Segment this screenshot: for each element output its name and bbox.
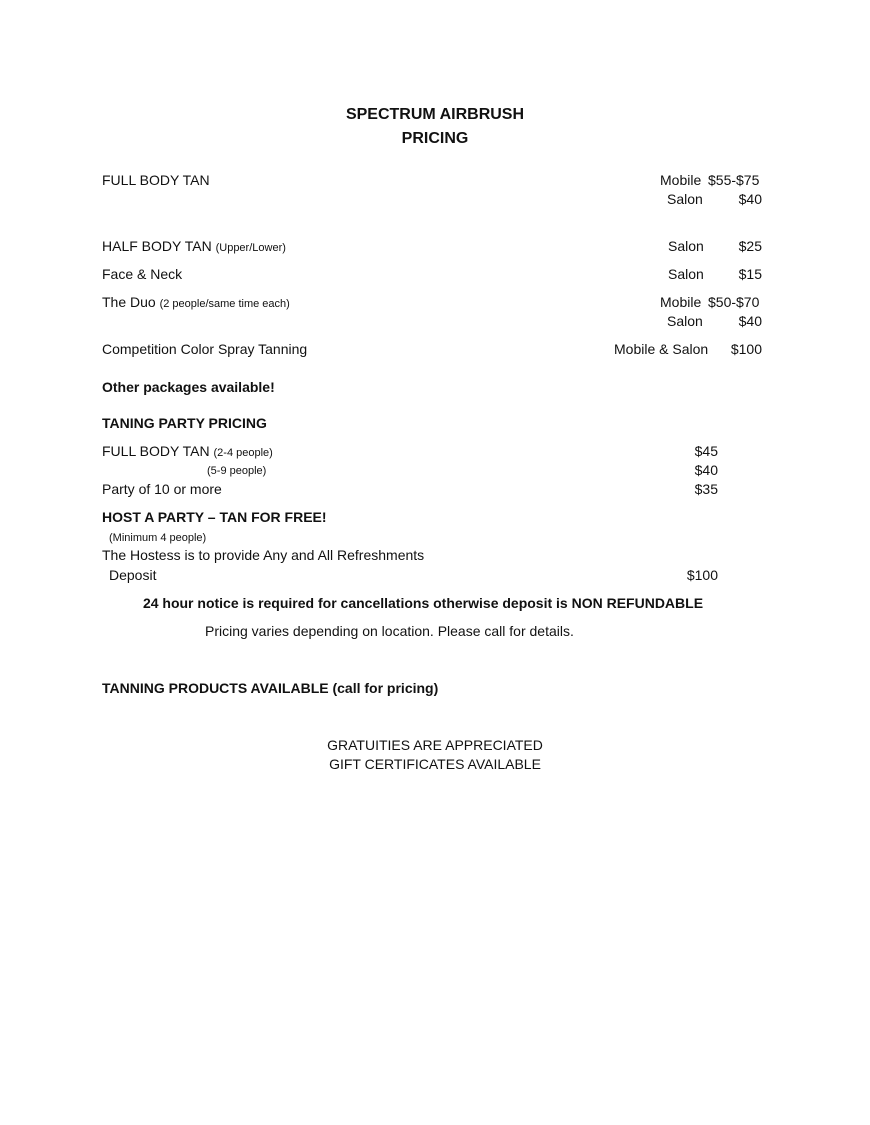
half-body-salon-label: Salon	[668, 238, 704, 254]
products-note: TANNING PRODUCTS AVAILABLE (call for pricing)	[102, 680, 439, 696]
page-subtitle: PRICING	[401, 130, 469, 147]
full-body-tan-name: FULL BODY TAN	[102, 172, 210, 188]
duo-mobile-price: $50-$70	[708, 294, 760, 310]
location-note: Pricing varies depending on location. Please call for details.	[205, 623, 574, 639]
full-body-salon-label: Salon	[667, 191, 703, 207]
party-tier2-price: $40	[694, 462, 718, 478]
competition-label: Mobile & Salon	[614, 341, 709, 357]
other-packages: Other packages available!	[102, 379, 275, 395]
party-tier2-note: (5-9 people)	[207, 465, 267, 477]
half-body-tan-name: HALF BODY TAN	[102, 238, 212, 254]
page-title: SPECTRUM AIRBRUSH	[345, 106, 525, 123]
party-tier1-note: (2-4 people)	[213, 447, 273, 459]
host-deposit-price: $100	[686, 567, 718, 583]
competition-name: Competition Color Spray Tanning	[102, 341, 308, 357]
half-body-tan-row	[102, 237, 286, 257]
full-body-mobile-label: Mobile	[660, 172, 702, 188]
competition-price: $100	[730, 341, 762, 357]
duo-note: (2 people/same time each)	[159, 298, 290, 310]
host-minimum: (Minimum 4 people)	[109, 532, 207, 544]
party-tier3-name: Party of 10 or more	[102, 481, 222, 497]
face-neck-name: Face & Neck	[102, 266, 183, 282]
face-neck-salon-label: Salon	[668, 266, 704, 282]
half-body-tan-note: (Upper/Lower)	[215, 242, 286, 254]
gratuities-note: GRATUITIES ARE APPRECIATED	[327, 737, 543, 753]
host-heading: HOST A PARTY – TAN FOR FREE!	[102, 509, 327, 525]
full-body-salon-price: $40	[738, 191, 762, 207]
party-full-body-name: FULL BODY TAN	[102, 443, 210, 459]
gift-certificates-note: GIFT CERTIFICATES AVAILABLE	[329, 756, 541, 772]
half-body-salon-price: $25	[738, 238, 762, 254]
host-deposit-label: Deposit	[109, 567, 157, 583]
duo-row	[102, 293, 290, 313]
duo-salon-label: Salon	[667, 313, 703, 329]
party-tier1-row	[102, 442, 273, 462]
duo-name: The Duo	[102, 294, 156, 310]
party-tier3-price: $35	[694, 481, 718, 497]
full-body-mobile-price: $55-$75	[708, 172, 760, 188]
duo-salon-price: $40	[738, 313, 762, 329]
party-heading: TANING PARTY PRICING	[102, 415, 267, 431]
duo-mobile-label: Mobile	[660, 294, 702, 310]
face-neck-salon-price: $15	[738, 266, 762, 282]
party-tier1-price: $45	[694, 443, 718, 459]
host-refreshments: The Hostess is to provide Any and All Refreshments	[102, 547, 425, 563]
cancellation-notice: 24 hour notice is required for cancellations otherwise deposit is NON REFUNDABLE	[142, 595, 704, 611]
